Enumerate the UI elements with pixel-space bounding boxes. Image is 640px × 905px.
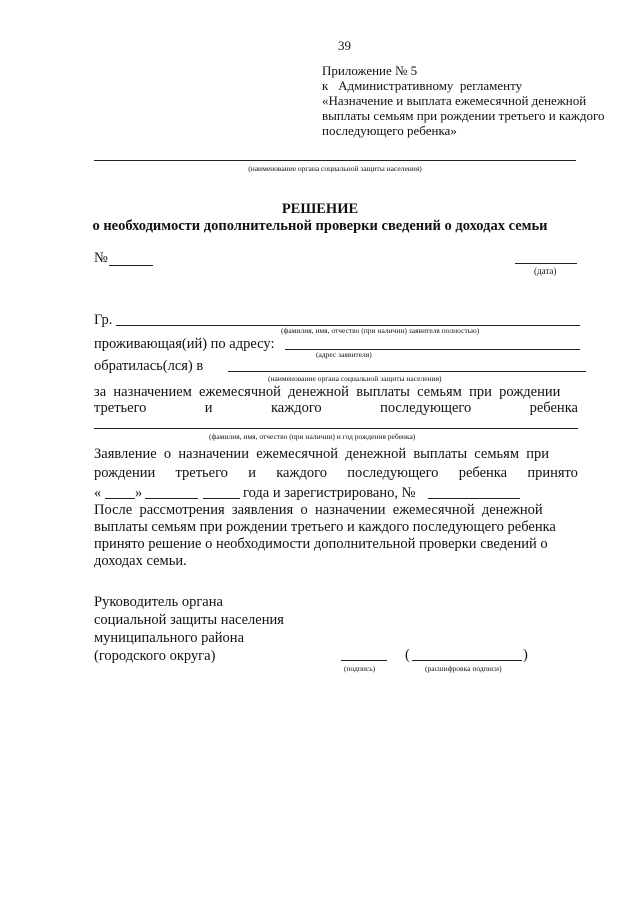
org-caption: (наименование органа социальной защиты населения): [248, 164, 422, 173]
appendix-line: последующего ребенка»: [322, 123, 457, 138]
org-name-line: [94, 160, 576, 161]
number-field-line[interactable]: [109, 265, 153, 266]
body-word: последующего: [347, 465, 439, 481]
purpose-word: и: [204, 400, 213, 416]
signer-line: социальной защиты населения: [94, 612, 284, 628]
body-word: третьего: [175, 465, 228, 481]
signer-line: (городского округа): [94, 648, 216, 664]
date-field-line[interactable]: [515, 263, 577, 264]
quote-open: «: [94, 485, 102, 501]
signature-caption: (подпись): [344, 664, 376, 673]
body-word: рождении: [94, 465, 156, 481]
appendix-line: выплаты семьям при рождении третьего и каждого: [322, 108, 605, 123]
body-word: каждого: [276, 465, 327, 481]
appendix-line: Приложение № 5: [322, 63, 418, 78]
body-word: ребенка: [458, 465, 508, 481]
address-caption: (адрес заявителя): [316, 350, 372, 359]
body-word: принято: [527, 465, 578, 481]
registration-text: года и зарегистрировано, №: [243, 485, 416, 501]
purpose-word: ребенка: [529, 400, 578, 416]
decode-line[interactable]: [412, 660, 522, 661]
child-caption: (фамилия, имя, отчество (при наличии) и год рождения ребенка): [209, 432, 416, 441]
reg-year-line[interactable]: [203, 498, 240, 499]
signer-line: Руководитель органа: [94, 594, 223, 610]
body-line: Заявление о назначении ежемесячной денежной выплаты семьям при: [94, 446, 550, 462]
child-name-line[interactable]: [94, 428, 578, 429]
reg-month-line[interactable]: [145, 498, 198, 499]
body-line: выплаты семьям при рождении третьего и каждого последующего ребенка: [94, 519, 556, 535]
purpose-word: последующего: [380, 400, 472, 416]
reg-number-line[interactable]: [428, 498, 520, 499]
number-label: №: [94, 250, 108, 266]
applied-org-line[interactable]: [228, 371, 586, 372]
decode-caption: (расшифровка подписи): [425, 664, 502, 673]
appendix-block: [322, 63, 622, 138]
reg-day-line[interactable]: [105, 498, 135, 499]
page-number: 39: [338, 38, 351, 53]
address-label: проживающая(ий) по адресу:: [94, 336, 275, 352]
purpose-line-2: [94, 400, 578, 417]
purpose-word: каждого: [270, 400, 322, 416]
purpose-line: за назначением ежемесячной денежной выплаты семьям при рождении: [94, 384, 561, 400]
body-line: доходах семьи.: [94, 553, 187, 569]
citizen-caption: (фамилия, имя, отчество (при наличии) заявителя полностью): [281, 326, 480, 335]
applied-label: обратилась(лся) в: [94, 358, 204, 374]
date-caption: (дата): [534, 266, 557, 276]
body-word: и: [248, 465, 256, 481]
body-line: принято решение о необходимости дополнительной проверки сведений о: [94, 536, 548, 552]
appendix-line: к Административному регламенту: [322, 78, 523, 93]
quote-close: »: [135, 485, 143, 501]
signature-line[interactable]: [341, 660, 387, 661]
signer-line: муниципального района: [94, 630, 244, 646]
decode-close: ): [523, 647, 528, 663]
purpose-word: третьего: [94, 400, 147, 416]
applied-caption: (наименование органа социальной защиты населения): [268, 374, 442, 383]
decode-open: (: [405, 647, 410, 663]
body-line-2: [94, 465, 578, 482]
appendix-line: «Назначение и выплата ежемесячной денежной: [322, 93, 587, 108]
document-subtitle: о необходимости дополнительной проверки сведений о доходах семьи: [92, 218, 548, 234]
body-line: После рассмотрения заявления о назначении ежемесячной денежной: [94, 502, 543, 518]
citizen-label: Гр.: [94, 312, 113, 328]
document-title: РЕШЕНИЕ: [281, 201, 359, 217]
